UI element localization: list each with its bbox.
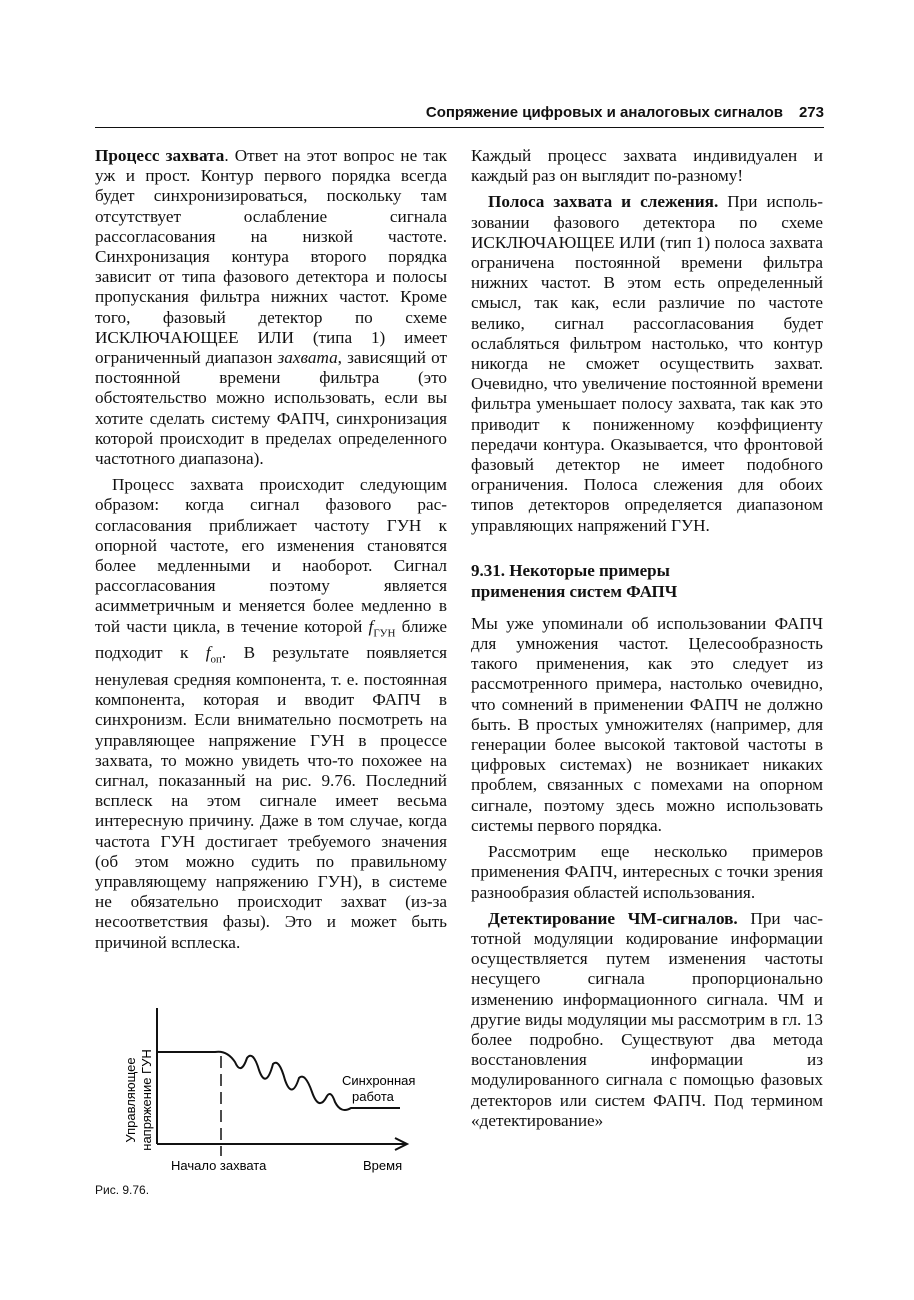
fm-detection-heading: Детектирование ЧМ-сигналов. — [488, 908, 738, 928]
annotation-sync-line2: работа — [352, 1089, 394, 1104]
paragraph-fm-detection: Детектирование ЧМ-сигналов. При частотной модуляции кодирование информации осуществляется путем изменения частоты несущего сигнала пропорционально изменению информационного сигнала. ЧМ и другие виды модуляции мы рассмотрим в гл. 13 более подробно. Существуют два метода восстановления информации из модулированного сигнала с помощью фазовых детекторов или систем ФАПЧ. Под термином «детектирование» — [471, 908, 823, 1130]
paragraph-frequency-multiplication: Мы уже упоминали об использовании ФАПЧ для умножения частот. Целесообразность такого применения, как это следует из рассмотренного примера, настолько очевидно, что сомнений в применении ФАПЧ не должно быть. В простых умножителях (например, для генерации более высокой тактовой частоты в цифровых системах) не возникает никаких проблем, связанных с помехами на опорном сигнале, поэтому здесь можно использовать системы первого порядка. — [471, 613, 823, 835]
italic-capture: захвата — [277, 348, 338, 368]
f-vco-symbol: f — [368, 616, 374, 636]
left-column — [95, 146, 447, 959]
paragraph-capture-process: Процесс захвата. Ответ на этот вопрос не так уж и прост. Контур первого порядка всегда будет синхронизироваться, поскольку там отсутствует ослабление сигнала рассогласования на низкой частоте. Синхронизация контура второго порядка зависит от типа фазового детектора и полосы пропускания фильтра нижних частот. Кроме того, фазовый детектор по схеме ИСКЛЮЧАЮЩЕЕ ИЛИ (типа 1) имеет ограниченный диапазон захвата, зависящий от постоянной времени фильтра (это обстоятельство можно использовать, если вы хотите сделать систему ФАПЧ, синхронизация которой происходит в пределах определенного частотного диапазона). — [95, 146, 447, 469]
right-column — [471, 146, 823, 1137]
running-header — [95, 104, 824, 126]
paragraph-capture-mechanism: Процесс захвата происходит следующим образом: когда сигнал фазового рассогласования приближает частоту ГУН к опорной частоте, его изменения становятся более медленными и наоборот. Сигнал рассогласования поэтому является асимметричным и меняется более медленно в той части цикла, в течение которой $f_{ГУН}$ ближе подходит к $f_{оп}$. В результате появляется ненулевая средняя компонента, т. е. постоянная компонента, которая и вводит ФАПЧ в синхронизм. Если внимательно посмотреть на управляющее напряжение ГУН в процессе захвата, то можно увидеть что-то похожее на сигнал, показанный на рис. 9.76. Последний всплеск на этом сигнале имеет весьма интересную причину. Даже в том случае, когда частота ГУН достигает требуемого значения (об этом можно судить по правильному управляющему напряжению ГУН), в системе не обязательно происходит захват (из-за несоответствия фазы). Это и может быть причиной всплеска. — [95, 475, 448, 952]
paragraph-capture-band: Полоса захвата и слежения. При использовании фазового детектора по схеме ИСКЛЮЧАЮЩЕЕ ИЛИ (тип 1) полоса захвата ограничена постоянной времени фильтра нижних частот. В этом есть определенный смысл, так как, если различие по частоте велико, сигнал рассогласования будет ослабляться фильтром настолько, что контур никогда не сможет осуществить захват. Очевидно, что увеличение постоянной времени фильтра уменьшает полосу захвата, так как это приводит к пониженному коэффициенту передачи контура. Оказывается, что фронтовой фазовый детектор не имеет подобного ограничения. Полоса слежения для обоих типов детекторов определяется диапазоном управляющих напряжений ГУН. — [471, 192, 823, 535]
paragraph-each-capture: Каждый процесс захвата индивидуален и каждый раз он выглядит по-разному! — [471, 146, 823, 186]
capture-process-heading: Процесс захвата — [95, 146, 225, 165]
header-rule — [95, 127, 824, 128]
f-ref-symbol: f — [205, 643, 211, 663]
figure-9-76 — [95, 1000, 445, 1205]
y-axis-label-line2: напряжение ГУН — [139, 1049, 154, 1151]
section-heading-9-31: 9.31. Некоторые примеры применения систем ФАПЧ — [471, 560, 678, 601]
capture-band-heading: Полоса захвата и слежения. — [488, 192, 719, 212]
x-label-time: Время — [363, 1158, 403, 1173]
paragraph-more-examples: Рассмотрим еще несколько примеров применения ФАПЧ, интересных с точки зрения разнообразия областей использования. — [471, 842, 823, 902]
header-title: Сопряжение цифровых и аналоговых сигналов — [425, 104, 783, 121]
annotation-sync-line1: Синхронная — [342, 1073, 416, 1088]
x-label-capture-start: Начало захвата — [171, 1158, 267, 1173]
page-number: 273 — [798, 104, 824, 121]
figure-caption: Рис. 9.76. — [95, 1183, 150, 1197]
y-axis-label-line1: Управляющее — [123, 1057, 138, 1143]
